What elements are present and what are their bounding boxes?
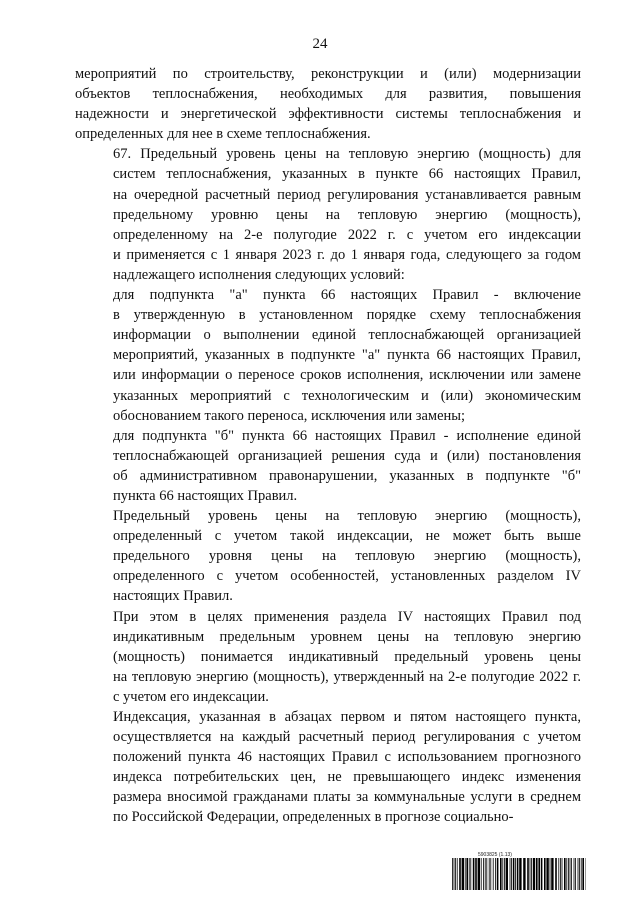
paragraph — [75, 506, 581, 606]
text-line: индикативным предельным уровнем цены на тепловую энергию — [113, 628, 581, 645]
text-line: для подпункта "а" пункта 66 настоящих Правил - включение — [113, 287, 581, 304]
paragraph — [75, 707, 581, 828]
text-line: теплоснабжающей организацией решения суда и (или) постановления — [113, 447, 581, 464]
barcode-block — [452, 852, 586, 890]
text-line: систем теплоснабжения, указанных в пункте 66 настоящих Правил, — [113, 166, 581, 183]
text-line: для подпункта "б" пункта 66 настоящих Правил - исполнение единой — [113, 427, 581, 444]
text-line: надлежащего исполнения следующих условий: — [113, 266, 405, 283]
text-line: по Российской Федерации, определенных в прогнозе социально- — [113, 809, 514, 826]
text-line: положений пункта 46 настоящих Правил с использованием прогнозного — [113, 749, 581, 766]
text-line: об административном правонарушении, указанных в подпункте "б" — [113, 467, 581, 484]
barcode-label: 5903825 (1.13) — [478, 852, 512, 858]
barcode-image — [452, 858, 586, 890]
text-line: При этом в целях применения раздела IV настоящих Правил под — [113, 608, 581, 625]
text-line: 67. Предельный уровень цены на тепловую энергию (мощность) для — [113, 146, 581, 163]
text-line: осуществляется на каждый расчетный период регулирования с учетом — [113, 729, 581, 746]
paragraph — [75, 285, 581, 426]
paragraph — [75, 64, 581, 144]
text-line: Индексация, указанная в абзацах первом и пятом настоящего пункта, — [113, 709, 581, 725]
text-line: определенный с учетом такой индексации, не может быть выше — [113, 528, 581, 545]
text-line: предельного уровня цены на тепловую энергию (мощность), — [113, 548, 581, 565]
text-line: и применяется с 1 января 2023 г. до 1 января года, следующего за годом — [113, 246, 581, 263]
text-line: настоящих Правил. — [113, 588, 233, 605]
text-line: определенных для нее в схеме теплоснабжения. — [75, 126, 371, 143]
text-line: предельному уровню цены на тепловую энергию (мощность), — [113, 206, 581, 223]
text-line: указанных мероприятий с технологическим и (или) экономическим — [113, 387, 581, 404]
text-line: на очередной расчетный период регулирования устанавливается равным — [113, 186, 581, 203]
text-line: мероприятий по строительству, реконструкции и (или) модернизации — [75, 66, 581, 82]
text-line: Предельный уровень цены на тепловую энергию (мощность), — [113, 508, 581, 525]
text-line: мероприятий, указанных в подпункте "а" пункта 66 настоящих Правил, — [113, 347, 581, 364]
text-line: в утвержденную в установленном порядке схему теплоснабжения — [113, 307, 581, 324]
paragraph — [75, 607, 581, 707]
document-body — [75, 64, 581, 828]
text-line: обоснованием такого переноса, исключения или замены; — [113, 407, 466, 424]
text-line: или информации о переносе сроков исполнения, исключении или замене — [113, 367, 581, 384]
text-line: индекса потребительских цен, не превышающего индекс изменения — [113, 769, 581, 786]
text-line: информации о выполнении единой теплоснабжающей организацией — [113, 327, 581, 344]
text-line: объектов теплоснабжения, необходимых для развития, повышения — [75, 86, 581, 103]
text-line: определенного с учетом особенностей, установленных разделом IV — [113, 568, 581, 585]
text-line: определенному на 2-е полугодие 2022 г. с учетом его индексации — [113, 226, 581, 243]
text-line: с учетом его индексации. — [113, 688, 269, 705]
text-line: пункта 66 настоящих Правил. — [113, 487, 298, 504]
text-line: надежности и энергетической эффективности системы теплоснабжения и — [75, 106, 581, 123]
text-line: на тепловую энергию (мощность), утвержденный на 2-е полугодие 2022 г. — [113, 668, 581, 685]
paragraph — [75, 426, 581, 506]
page-number: 24 — [312, 36, 328, 52]
text-line: размера вносимой гражданами платы за коммунальные услуги в среднем — [113, 789, 581, 806]
text-line: (мощность) понимается индикативный предельный уровень цены — [113, 648, 581, 665]
paragraph — [75, 144, 581, 285]
